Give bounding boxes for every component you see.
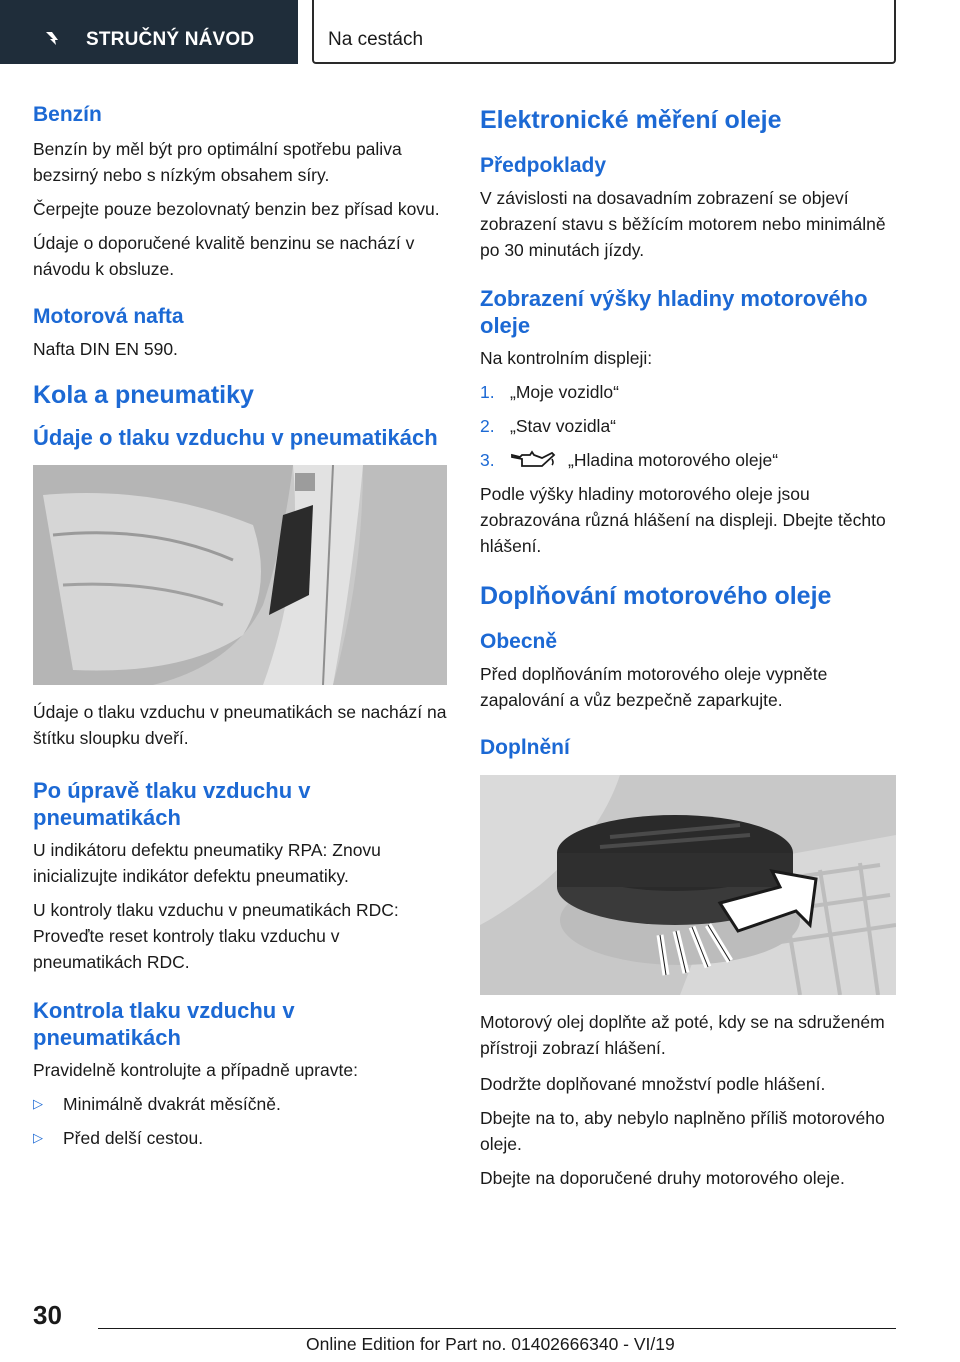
paragraph: Dodržte doplňované množství podle hlášení. bbox=[480, 1074, 826, 1094]
list-item: ▷ Před delší cestou. bbox=[33, 1125, 447, 1151]
paragraph: Údaje o doporučené kvalitě benzinu se nachází v návodu k obsluze. bbox=[33, 233, 415, 279]
paragraph: Dbejte na doporučené druhy motorového oleje. bbox=[480, 1168, 845, 1188]
quick-guide-icon bbox=[44, 30, 64, 46]
heading-predpoklady: Předpoklady bbox=[480, 154, 607, 177]
oil-can-icon bbox=[510, 449, 556, 471]
right-column bbox=[480, 100, 896, 1191]
paragraph: Podle výšky hladiny motorového oleje jsou zobrazována různá hlášení na displeji. Dbejte těchto hlášení. bbox=[480, 484, 886, 556]
paragraph: Údaje o tlaku vzduchu v pneumatikách se nachází na štítku sloupku dveří. bbox=[33, 702, 447, 748]
paragraph: Dbejte na to, aby nebylo naplněno příliš motorového oleje. bbox=[480, 1108, 885, 1154]
paragraph: U kontroly tlaku vzduchu v pneumatikách RDC: Proveďte reset kontroly tlaku vzduchu v pneumatikách RDC. bbox=[33, 900, 399, 972]
chapter-tab[interactable] bbox=[0, 0, 298, 64]
door-pillar-photo bbox=[33, 465, 447, 685]
left-column bbox=[33, 100, 447, 1151]
page-number: 30 bbox=[33, 1300, 62, 1330]
paragraph: Benzín by měl být pro optimální spotřebu paliva bezsirný nebo s nízkým obsahem síry. bbox=[33, 139, 402, 185]
section-header-label: Na cestách bbox=[328, 29, 424, 50]
list-item: ▷ Minimálně dvakrát měsíčně. bbox=[33, 1091, 447, 1117]
list-item: 1. „Moje vozidlo“ bbox=[480, 382, 619, 402]
paragraph: Na kontrolním displeji: bbox=[480, 348, 653, 368]
chapter-tab-label: STRUČNÝ NÁVOD bbox=[86, 29, 255, 50]
section-header bbox=[312, 0, 896, 64]
heading-kola: Kola a pneumatiky bbox=[33, 381, 254, 409]
heading-vyska: Zobrazení výšky hladiny motorového oleje bbox=[480, 286, 868, 338]
paragraph: U indikátoru defektu pneumatiky RPA: Znovu inicializujte indikátor defektu pneumatiky. bbox=[33, 840, 381, 886]
triangle-bullet-icon: ▷ bbox=[33, 1096, 43, 1111]
heading-kontrola: Kontrola tlaku vzduchu v pneumatikách bbox=[33, 998, 295, 1050]
heading-uprava: Po úpravě tlaku vzduchu v pneumatikách bbox=[33, 778, 311, 830]
paragraph: V závislosti na dosavadním zobrazení se objeví zobrazení stavu s běžícím motorem nebo minimálně po 30 minutách jízdy. bbox=[480, 188, 886, 260]
oil-filler-cap-photo bbox=[480, 775, 896, 995]
list-item: 3. „Hladina motorového oleje“ bbox=[480, 450, 779, 470]
paragraph: Pravidelně kontrolujte a případně upravte: bbox=[33, 1060, 358, 1080]
bullet-list bbox=[33, 1091, 447, 1151]
heading-doplnovani: Doplňování motorového oleje bbox=[480, 582, 832, 610]
heading-obecne: Obecně bbox=[480, 630, 558, 653]
triangle-bullet-icon: ▷ bbox=[33, 1130, 43, 1145]
footer-divider bbox=[98, 1328, 896, 1329]
heading-mereni: Elektronické měření oleje bbox=[480, 106, 782, 134]
paragraph: Nafta DIN EN 590. bbox=[33, 339, 178, 359]
list-item: 2. „Stav vozidla“ bbox=[480, 416, 617, 436]
steps-list bbox=[480, 379, 896, 473]
heading-doplneni: Doplnění bbox=[480, 736, 570, 759]
heading-benzin: Benzín bbox=[33, 103, 102, 126]
footer-edition: Online Edition for Part no. 01402666340 - VI/19 bbox=[306, 1334, 675, 1354]
heading-nafta: Motorová nafta bbox=[33, 305, 184, 328]
paragraph: Čerpejte pouze bezolovnatý benzin bez přísad kovu. bbox=[33, 199, 440, 219]
heading-tlak: Údaje o tlaku vzduchu v pneumatikách bbox=[33, 425, 438, 450]
paragraph: Motorový olej doplňte až poté, kdy se na sdruženém přístroji zobrazí hlášení. bbox=[480, 1012, 885, 1058]
paragraph: Před doplňováním motorového oleje vypněte zapalování a vůz bezpečně zaparkujte. bbox=[480, 664, 828, 710]
